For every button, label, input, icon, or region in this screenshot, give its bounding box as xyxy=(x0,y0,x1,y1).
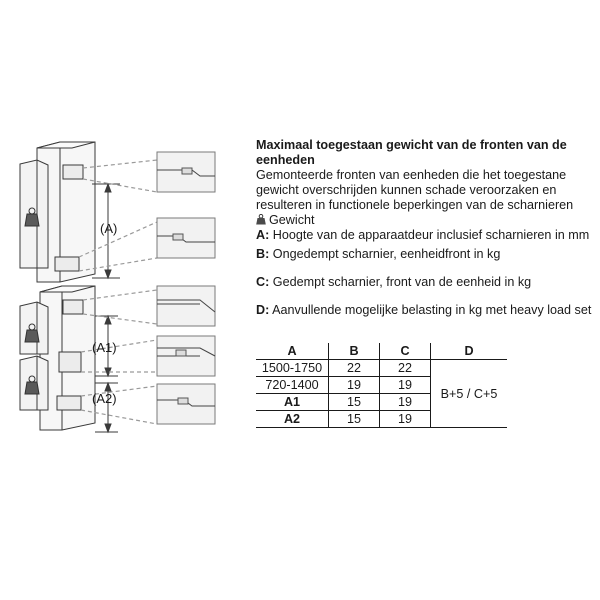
legend-weight-label: Gewicht xyxy=(269,213,315,227)
cell-b: 15 xyxy=(329,394,380,411)
cell-c: 22 xyxy=(380,360,431,377)
header-b: B xyxy=(329,343,380,360)
legend-d-key: D: xyxy=(256,303,270,317)
legend-d-text: Aanvullende mogelijke belasting in kg met heavy load set xyxy=(272,303,592,317)
hinge-diagram xyxy=(0,0,250,600)
two-door-appliance xyxy=(20,286,95,430)
detail-top-hinge-1 xyxy=(157,152,215,192)
legend-a xyxy=(256,228,596,243)
legend-a-key: A: xyxy=(256,228,270,242)
weight-icon xyxy=(256,214,266,225)
legend-b xyxy=(256,247,596,262)
heading: Maximaal toegestaan gewicht van de fronten van de eenheden xyxy=(256,138,567,167)
legend-c-text: Gedempt scharnier, front van de eenheid in kg xyxy=(272,275,532,289)
cell-a: A1 xyxy=(256,394,329,411)
single-door-appliance xyxy=(20,142,95,282)
header-c: C xyxy=(380,343,431,360)
legend-weight xyxy=(256,213,596,228)
text-panel xyxy=(256,138,596,318)
dim-a1-label: (A1) xyxy=(92,340,117,355)
cell-a: 720-1400 xyxy=(256,377,329,394)
cell-a: A2 xyxy=(256,411,329,428)
legend-a-text: Hoogte van de apparaatdeur inclusief scharnieren in mm xyxy=(272,228,590,242)
legend-c xyxy=(256,275,596,290)
cell-b: 22 xyxy=(329,360,380,377)
detail-boxes xyxy=(157,152,215,424)
dim-a-label: (A) xyxy=(100,221,118,236)
dim-a2-label: (A2) xyxy=(92,391,117,406)
table-row xyxy=(256,360,507,377)
table-header-row xyxy=(256,343,507,360)
legend-c-key: C: xyxy=(256,275,270,289)
cell-a: 1500-1750 xyxy=(256,360,329,377)
legend-d xyxy=(256,303,596,318)
cell-c: 19 xyxy=(380,377,431,394)
detail-bottom-hinge-1 xyxy=(157,218,215,258)
legend-b-text: Ongedempt scharnier, eenheidfront in kg xyxy=(272,247,501,261)
detail-bottom-hinge-2 xyxy=(157,384,215,424)
header-a: A xyxy=(256,343,329,360)
intro-text: Gemonteerde fronten van eenheden die het toegestane gewicht overschrijden kunnen schade veroorzaken en resulteren in functionele beperkingen van de scharnieren xyxy=(256,168,574,212)
cell-c: 19 xyxy=(380,394,431,411)
detail-middle-hinge xyxy=(157,336,215,376)
cell-b: 15 xyxy=(329,411,380,428)
weight-table xyxy=(256,343,507,428)
legend-b-key: B: xyxy=(256,247,270,261)
cell-c: 19 xyxy=(380,411,431,428)
cell-b: 19 xyxy=(329,377,380,394)
header-d: D xyxy=(431,343,508,360)
detail-top-hinge-2 xyxy=(157,286,215,326)
cell-d: B+5 / C+5 xyxy=(431,360,508,428)
